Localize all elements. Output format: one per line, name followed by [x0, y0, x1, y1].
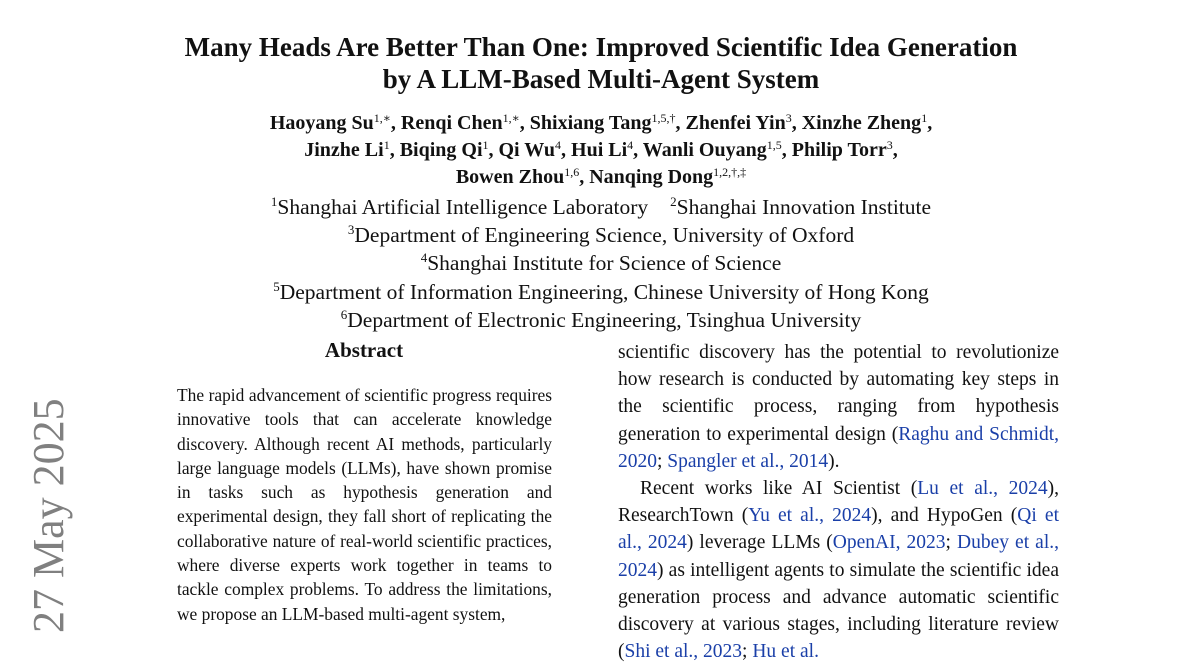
author-affiliation-mark: 1,2,†,‡	[713, 165, 747, 179]
affiliation-text: Shanghai Artificial Intelligence Laboratory	[277, 195, 649, 219]
affiliation-number: 5	[273, 278, 280, 294]
author-name: Nanqing Dong	[589, 166, 714, 188]
abstract-heading: Abstract	[324, 338, 404, 362]
paragraph-text: ), ResearchTown (	[618, 478, 1060, 527]
author-line	[0, 110, 1200, 137]
affiliation-text: Shanghai Institute for Science of Science	[427, 251, 782, 276]
author-separator: ,	[633, 139, 643, 161]
author-affiliation-mark: 3	[886, 138, 893, 152]
author-affiliation-mark: 1,6	[564, 165, 580, 179]
abstract-text: The rapid advancement of scientific progress requires innovative tools that can accelerate knowledge discovery. Although recent AI methods, particularly large language models (LLMs), have shown promise in tasks such as hypothesis generation and experimental design, they fall short of replicating the collaborative nature of real-world scientific practices, where diverse experts work together in teams to tackle complex problems. To address the limitations, we propose an LLM-based multi-agent system,	[177, 385, 552, 624]
citation-link[interactable]: Dubey et al., 2024	[618, 532, 1059, 581]
citation-link[interactable]: Shi et al., 2023	[624, 641, 743, 663]
affiliation-line	[0, 278, 1200, 306]
paragraph-text: ).	[828, 450, 840, 472]
author-name: Jinzhe Li	[304, 139, 384, 161]
author-separator: ,	[579, 166, 590, 188]
citation-link[interactable]: Raghu and Schmidt, 2020	[618, 423, 1059, 472]
author-separator: ,	[488, 139, 499, 161]
author-separator: ,	[675, 112, 686, 134]
author-affiliation-mark: 4	[555, 138, 562, 152]
author-name: Haoyang Su	[269, 112, 374, 134]
citation-link[interactable]: OpenAI, 2023	[832, 532, 946, 554]
author-separator: ,	[892, 139, 898, 161]
author-affiliation-mark: 1	[482, 138, 489, 152]
citation-link[interactable]: Hu et al.	[752, 641, 819, 663]
author-affiliation-mark: 1,5,†	[651, 111, 676, 125]
affiliation-list	[0, 193, 1200, 334]
paragraph-text: scientific discovery has the potential to revolutionize how research is conducted by automating key steps in the scientific process, ranging from hypothesis generation to experimental design (	[618, 342, 1059, 445]
citation-link[interactable]: Qi et al., 2024	[618, 505, 1059, 554]
author-name: Qi Wu	[498, 139, 556, 161]
paragraph-text: ;	[945, 532, 958, 554]
author-line	[0, 137, 1200, 164]
intro-paragraph-1	[618, 339, 1059, 475]
author-separator: ,	[519, 112, 530, 134]
author-affiliation-mark: 1,∗	[502, 111, 520, 125]
affiliation-text: Department of Engineering Science, University of Oxford	[354, 223, 855, 248]
author-separator: ,	[781, 139, 792, 161]
affiliation-number: 6	[340, 306, 348, 322]
author-name: Zhenfei Yin	[685, 112, 786, 134]
affiliation-line	[0, 249, 1200, 277]
author-separator: ,	[791, 112, 802, 134]
author-line	[0, 164, 1200, 191]
citation-link[interactable]: Spangler et al., 2014	[667, 450, 829, 472]
title-line-1: Many Heads Are Better Than One: Improved Scientific Idea Generation	[184, 32, 1018, 62]
author-affiliation-mark: 1	[921, 111, 928, 125]
author-name: Wanli Ouyang	[642, 139, 767, 161]
arxiv-date-stamp: 27 May 2025	[24, 398, 73, 633]
author-name: Xinzhe Zheng	[801, 112, 922, 134]
affiliation-number: 2	[670, 194, 677, 209]
intro-column	[618, 339, 1059, 665]
affiliation-text: Department of Information Engineering, Chinese University of Hong Kong	[279, 279, 929, 304]
author-separator: ,	[927, 112, 933, 134]
affiliation-text: Department of Electronic Engineering, Tsinghua University	[347, 307, 862, 332]
affiliation-line	[0, 306, 1200, 334]
affiliation-text: Shanghai Innovation Institute	[676, 195, 932, 219]
author-name: Bowen Zhou	[455, 166, 565, 188]
paragraph-text: ;	[657, 450, 668, 472]
author-affiliation-mark: 1	[383, 138, 390, 152]
citation-link[interactable]: Yu et al., 2024	[748, 505, 872, 527]
author-list	[0, 110, 1200, 191]
affiliation-number: 3	[347, 222, 355, 238]
author-affiliation-mark: 3	[785, 111, 792, 125]
intro-paragraph-2	[618, 475, 1059, 665]
author-separator: ,	[561, 139, 572, 161]
citation-link[interactable]: Lu et al., 2024	[917, 478, 1048, 500]
affiliation-number: 1	[270, 194, 278, 209]
affiliation-line	[0, 193, 1200, 221]
author-affiliation-mark: 1,5	[766, 138, 782, 152]
author-name: Philip Torr	[791, 139, 887, 161]
author-name: Biqing Qi	[399, 139, 483, 161]
paragraph-text: Recent works like AI Scientist (	[640, 478, 918, 500]
paragraph-text: ;	[742, 641, 753, 663]
author-name: Hui Li	[571, 139, 628, 161]
affiliation-number: 4	[420, 250, 428, 266]
author-separator: ,	[390, 112, 401, 134]
paragraph-text: ), and HypoGen (	[871, 505, 1018, 527]
paragraph-text: ) as intelligent agents to simulate the scientific idea generation process and advance automatic scientific discovery at various stages, including literature review (	[618, 559, 1059, 663]
author-name: Renqi Chen	[400, 112, 503, 134]
affiliation-line	[0, 221, 1200, 249]
title-line-2: by A LLM-Based Multi-Agent System	[382, 64, 820, 94]
paper-title	[0, 31, 1200, 95]
author-affiliation-mark: 1,∗	[373, 111, 391, 125]
author-separator: ,	[389, 139, 400, 161]
author-affiliation-mark: 4	[627, 138, 634, 152]
author-name: Shixiang Tang	[529, 112, 652, 134]
paragraph-text: ) leverage LLMs (	[686, 532, 833, 554]
